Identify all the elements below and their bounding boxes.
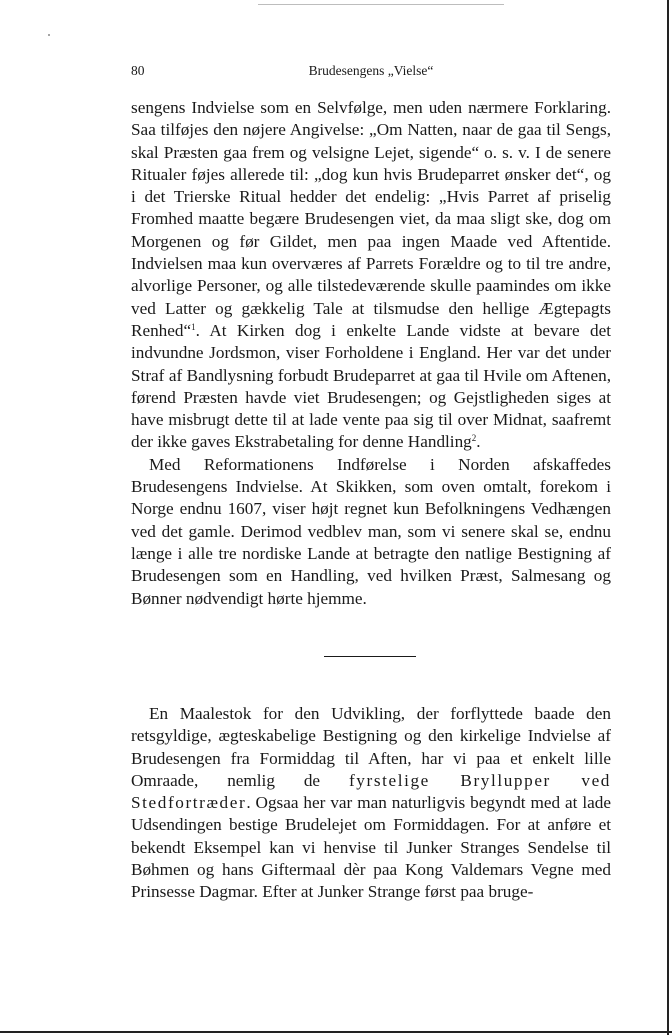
running-head: Brudesengens „Vielse“: [308, 63, 434, 78]
section-separator: [324, 656, 416, 657]
top-rule: [258, 4, 504, 5]
text-run: . Ogsaa her var man naturligvis begyndt med at lade Udsendingen bestige Brudelejet om Formiddagen. For at anføre et bekendt Eksempel kan vi henvise til Junker Stranges Sendelse til Bøhmen og hans Giftermaal dèr paa Kong Valdemars Vegne med Prinsesse Dagmar. Efter at Junker Strange først paa bruge-: [131, 793, 611, 902]
footnote-marker: 1: [191, 321, 196, 332]
text-run: Med Reformationens Indførelse i Norden afskaffedes Brudesengens Indvielse. At Skikken, som oven omtalt, forekom i Norge endnu 1607, viser højt regnet kun Befolkningens Vedhængen ved det gamle. Derimod vedblev man, som vi senere skal se, endnu længe i alle tre nordiske Lande at betragte den natlige Bestigning af Brudesengen som en Handling, ved hvilken Præst, Salmesang og Bønner nødvendigt hørte hjemme.: [131, 454, 611, 608]
page-number: 80: [131, 63, 145, 78]
emphasized-text: fyrstelige Bryllupper ved Stedfortræder: [131, 770, 611, 813]
paragraph: [131, 97, 611, 454]
footnote-marker: 2: [471, 433, 477, 444]
text-run: . At Kirken dog i enkelte Lande vidste at bevare det indvundne Jordsmon, viser Forholdene i England. Her var det under Straf af Bandlysning forbudt Brudeparret at gaa til Hvile om Aftenen, førend Præsten havde viet Brudesengen; og Gejstligheden siges at have misbrugt dette til at lade vente paa sig til over Midnat, saafremt der ikke gaves Ekstrabetaling for denne Handling: [131, 320, 611, 452]
text-run: sengens Indvielse som en Selvfølge, men uden nærmere Forklaring. Saa tilføjes den nøjere Angivelse: „Om Natten, naar de gaa til Sengs, skal Præsten gaa frem og velsigne Lejet, sigende“ o. s. v. I de senere Ritualer føjes allerede til: „dog kun hvis Brudeparret ønsker det“, og i det Trierske Ritual hedder det endelig: „Hvis Parret af priselig Fromhed maatte begære Brudesengen viet, da maa sligt ske, dog om Morgenen og før Gildet, men paa ingen Maade ved Aftentide. Indvielsen maa kun overværes af Parrets Forældre og to til tre andre, alvorlige Personer, og alle tilstedeværende skulle paamindes om ikke ved Latter og gækkelig Tale at tilsmudse den hellige Ægtepagts Renhed“: [131, 98, 611, 340]
text-block-upper: [131, 97, 611, 610]
text-block-lower: [131, 703, 611, 904]
text-run: En Maalestok for den Udvikling, der forflyttede baade den retsgyldige, ægteskabelige Bestigning og den kirkelige Indvielse af Brudesengen fra Formiddag til Aften, har vi paa et enkelt lille Omraade, nemlig de: [131, 704, 611, 790]
text-run: .: [476, 432, 481, 452]
page-edge-bottom: [0, 1031, 672, 1033]
speck: [48, 34, 50, 36]
page-edge-right: [667, 0, 669, 1035]
paragraph: [131, 703, 611, 904]
paragraph: [131, 454, 611, 610]
page-header: [131, 63, 611, 83]
